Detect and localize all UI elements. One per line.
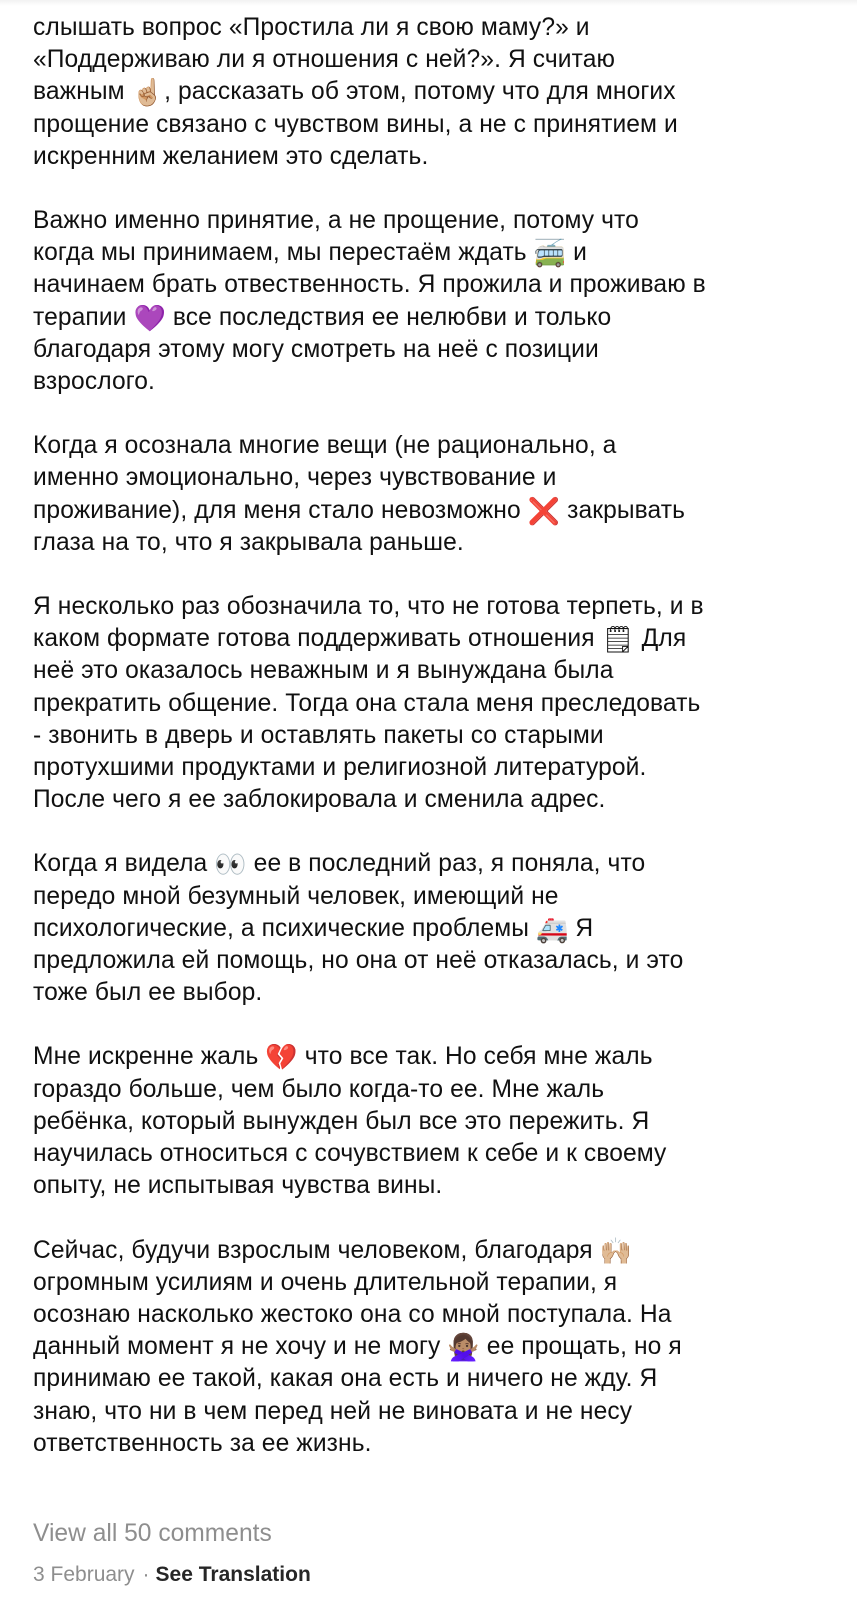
- post-date: 3 February: [33, 1563, 135, 1586]
- caption-text: протухшими продуктами и религиозной литературой.: [33, 754, 647, 782]
- caption-text: осознаю насколько жестоко она со мной поступала. На: [33, 1300, 672, 1328]
- caption-text: Для: [634, 625, 687, 653]
- caption-text: взрослого.: [33, 368, 155, 396]
- caption-paragraph: [33, 1041, 833, 1202]
- raising-hands-icon: 🙌🏼: [599, 1236, 633, 1267]
- caption-line: [33, 623, 833, 655]
- caption-line: [33, 1363, 833, 1395]
- caption-text: передо мной безумный человек, имеющий не: [33, 882, 559, 910]
- caption-line: [33, 1331, 833, 1363]
- caption-line: [33, 752, 833, 784]
- caption-line: [33, 945, 833, 977]
- caption-text: Я: [568, 914, 594, 942]
- caption-text: что все так. Но себя мне жаль: [297, 1043, 653, 1071]
- caption-line: [33, 1428, 833, 1460]
- caption-text: научилась относиться с сочувствием к себе и к своему: [33, 1140, 667, 1168]
- caption-text: каком формате готова поддерживать отношения: [33, 625, 602, 653]
- caption-text: Важно именно принятие, а не прощение, потому что: [33, 207, 639, 235]
- caption-line: [33, 1235, 833, 1267]
- caption-text: гораздо больше, чем было когда-то ее. Мне жаль: [33, 1075, 605, 1103]
- index-pointing-up-icon: ☝🏼: [131, 78, 165, 109]
- caption-text: ее в последний раз, я поняла, что: [246, 850, 646, 878]
- caption-text: данный момент я не хочу и не могу: [33, 1333, 448, 1361]
- ambulance-icon: 🚑: [535, 914, 569, 945]
- caption-text: все последствия ее нелюбви и только: [165, 303, 612, 331]
- caption-text: - звонить в дверь и оставлять пакеты со старыми: [33, 721, 604, 749]
- caption-line: [33, 366, 833, 398]
- trolleybus-icon: 🚎: [533, 239, 567, 270]
- caption-line: [33, 430, 833, 462]
- caption-text: именно эмоционально, через чувствование и: [33, 464, 557, 492]
- caption-line: [33, 302, 833, 334]
- caption-line: [33, 848, 833, 880]
- caption-text: ответственность за ее жизнь.: [33, 1429, 372, 1457]
- caption-line: [33, 269, 833, 301]
- caption-line: [33, 141, 833, 173]
- caption-line: [33, 527, 833, 559]
- caption-text: предложила ей помощь, но она от неё отказалась, и это: [33, 947, 684, 975]
- caption-text: неё это оказалось неважным и я вынуждана была: [33, 657, 614, 685]
- caption-line: [33, 334, 833, 366]
- caption-text: принимаю ее такой, какая она есть и ничего не жду. Я: [33, 1365, 658, 1393]
- caption-line: [33, 688, 833, 720]
- caption-text: Когда я видела: [33, 850, 215, 878]
- caption-line: [33, 109, 833, 141]
- caption-line: [33, 1106, 833, 1138]
- caption-line: [33, 655, 833, 687]
- caption-line: [33, 881, 833, 913]
- view-all-comments-link[interactable]: View all 50 comments: [33, 1520, 272, 1547]
- caption-line: [33, 784, 833, 816]
- caption-text: и: [566, 239, 587, 267]
- caption-line: [33, 44, 833, 76]
- post-caption: [33, 12, 833, 1460]
- notepad-icon: 🗒: [601, 625, 635, 656]
- caption-text: прекратить общение. Тогда она стала меня преследовать: [33, 689, 701, 717]
- caption-line: [33, 237, 833, 269]
- caption-text: проживание), для меня стало невозможно: [33, 496, 528, 524]
- caption-paragraph: [33, 12, 833, 173]
- caption-text: тоже был ее выбор.: [33, 979, 263, 1007]
- caption-line: [33, 205, 833, 237]
- caption-text: закрывать: [560, 496, 686, 524]
- caption-text: слышать вопрос «Простила ли я свою маму?» и: [33, 14, 590, 41]
- caption-line: [33, 462, 833, 494]
- caption-text: глаза на то, что я закрывала раньше.: [33, 528, 464, 556]
- caption-paragraph: [33, 430, 833, 559]
- caption-text: ребёнка, который вынужден был все это пережить. Я: [33, 1107, 650, 1135]
- caption-text: когда мы принимаем, мы перестаём ждать: [33, 239, 534, 267]
- caption-paragraph: [33, 591, 833, 816]
- caption-line: [33, 1138, 833, 1170]
- caption-text: «Поддерживаю ли я отношения с ней?». Я считаю: [33, 46, 616, 74]
- purple-heart-icon: 💜: [133, 303, 166, 334]
- eyes-icon: 👀: [214, 850, 247, 881]
- caption-text: Мне искренне жаль: [33, 1043, 266, 1071]
- post-meta-row: [33, 1561, 311, 1589]
- caption-text: начинаем брать отвественность. Я прожила и проживаю в: [33, 271, 706, 299]
- top-divider: [0, 0, 857, 6]
- caption-text: Сейчас, будучи взрослым человеком, благодаря: [33, 1236, 600, 1264]
- caption-text: ее прощать, но я: [479, 1333, 682, 1361]
- caption-line: [33, 1396, 833, 1428]
- caption-line: [33, 495, 833, 527]
- caption-line: [33, 1170, 833, 1202]
- caption-line: [33, 913, 833, 945]
- caption-line: [33, 720, 833, 752]
- caption-text: искренним желанием это сделать.: [33, 142, 429, 170]
- broken-heart-icon: 💔: [265, 1043, 298, 1074]
- caption-line: [33, 1074, 833, 1106]
- caption-text: огромным усилиям и очень длительной терапии, я: [33, 1268, 618, 1296]
- separator-dot: ·: [142, 1563, 150, 1586]
- person-gesturing-no-icon: 🙅🏽‍♀️: [447, 1333, 480, 1364]
- caption-text: знаю, что ни в чем перед ней не виновата и не несу: [33, 1397, 633, 1425]
- caption-text: психологические, а психические проблемы: [33, 914, 536, 942]
- caption-text: благодаря этому могу смотреть на неё с позиции: [33, 335, 599, 363]
- caption-text: терапии: [33, 303, 134, 331]
- caption-text: , рассказать об этом, потому что для многих: [164, 78, 676, 106]
- caption-line: [33, 76, 833, 108]
- caption-paragraph: [33, 1235, 833, 1460]
- caption-text: Я несколько раз обозначила то, что не готова терпеть, и в: [33, 593, 704, 621]
- caption-line: [33, 977, 833, 1009]
- caption-text: опыту, не испытывая чувства вины.: [33, 1172, 443, 1200]
- caption-line: [33, 12, 833, 44]
- caption-line: [33, 1299, 833, 1331]
- caption-line: [33, 591, 833, 623]
- caption-line: [33, 1041, 833, 1073]
- caption-paragraph: [33, 848, 833, 1009]
- caption-paragraph: [33, 205, 833, 398]
- caption-text: важным: [33, 78, 132, 106]
- caption-line: [33, 1267, 833, 1299]
- caption-text: Когда я осознала многие вещи (не рационально, а: [33, 432, 617, 460]
- caption-text: прощение связано с чувством вины, а не с принятием и: [33, 110, 678, 138]
- caption-text: После чего я ее заблокировала и сменила адрес.: [33, 786, 606, 814]
- see-translation-button[interactable]: See Translation: [155, 1563, 311, 1586]
- cross-mark-icon: ❌: [527, 496, 561, 527]
